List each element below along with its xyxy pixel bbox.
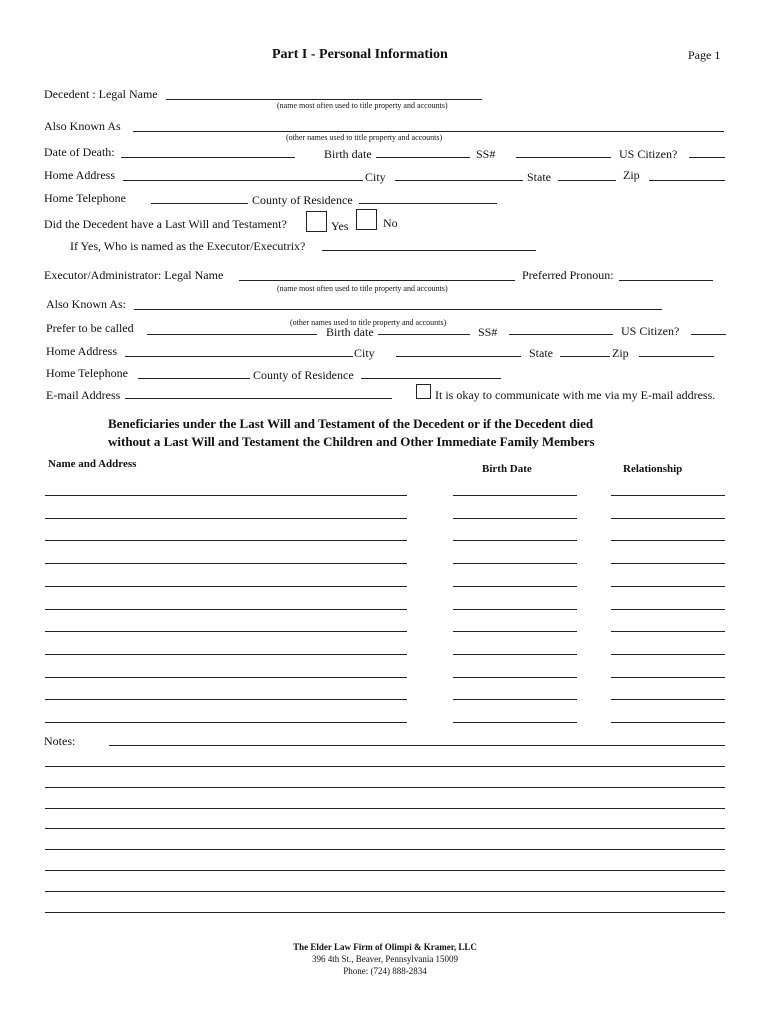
beneficiary-birth-date-field[interactable] [453,609,577,610]
decedent-legal-name-label: Decedent : Legal Name [44,87,158,101]
notes-line[interactable] [45,891,725,892]
beneficiary-relationship-field[interactable] [611,699,725,700]
executor-home-telephone-label: Home Telephone [46,366,128,380]
decedent-city-label: City [365,170,386,184]
beneficiary-birth-date-field[interactable] [453,699,577,700]
beneficiary-relationship-field[interactable] [611,654,725,655]
executor-email-label: E-mail Address [46,388,121,402]
executor-zip-label: Zip [612,346,629,360]
decedent-home-telephone-label: Home Telephone [44,191,126,205]
page-title: Part I - Personal Information [272,47,448,62]
beneficiary-name-address-field[interactable] [45,518,407,519]
footer-phone: Phone: (724) 888-2834 [343,966,427,976]
decedent-county-label: County of Residence [252,193,353,207]
beneficiary-name-address-field[interactable] [45,495,407,496]
will-no-label: No [383,216,398,230]
executor-us-citizen-field[interactable] [691,334,726,335]
will-yes-label: Yes [331,219,349,233]
executor-ss-field[interactable] [509,334,613,335]
executor-state-label: State [529,346,553,360]
beneficiary-birth-date-field[interactable] [453,495,577,496]
executor-home-address-field[interactable] [125,356,353,357]
beneficiary-birth-date-field[interactable] [453,540,577,541]
beneficiary-birth-date-field[interactable] [453,518,577,519]
executor-aka-field[interactable] [134,309,662,310]
beneficiary-relationship-field[interactable] [611,495,725,496]
footer-address: 396 4th St., Beaver, Pennsylvania 15009 [311,954,459,964]
executor-home-telephone-field[interactable] [138,378,250,379]
beneficiary-birth-date-field[interactable] [453,677,577,678]
executor-aka-label: Also Known As: [46,297,127,311]
executor-county-label: County of Residence [253,368,354,382]
beneficiary-relationship-field[interactable] [611,677,725,678]
beneficiary-relationship-field[interactable] [611,586,725,587]
notes-line[interactable] [45,808,725,809]
decedent-city-field[interactable] [395,180,523,181]
beneficiary-birth-date-field[interactable] [453,631,577,632]
will-no-checkbox[interactable] [356,209,377,230]
decedent-home-address-label: Home Address [44,168,115,182]
executor-legal-name-field[interactable] [239,280,515,281]
notes-line[interactable] [45,870,725,871]
executor-legal-name-label: Executor/Administrator: Legal Name [44,268,224,282]
notes-line[interactable] [45,828,725,829]
beneficiary-name-address-field[interactable] [45,609,407,610]
decedent-birth-date-field[interactable] [376,157,470,158]
beneficiary-name-address-field[interactable] [45,654,407,655]
executor-prefer-label: Prefer to be called [46,321,134,335]
decedent-zip-field[interactable] [649,180,725,181]
executor-birth-date-field[interactable] [378,334,470,335]
beneficiaries-heading-line1: Beneficiaries under the Last Will and Testament of the Decedent or if the Decedent died [108,416,594,431]
beneficiary-birth-date-field[interactable] [453,722,577,723]
notes-line[interactable] [109,745,725,746]
executor-pronoun-label: Preferred Pronoun: [522,268,614,282]
decedent-will-question: Did the Decedent have a Last Will and Testament? [44,217,287,231]
notes-line[interactable] [45,787,725,788]
column-header-name: Name and Address [48,458,137,470]
decedent-home-address-field[interactable] [123,180,363,181]
beneficiary-name-address-field[interactable] [45,586,407,587]
column-header-birth-date: Birth Date [482,463,532,475]
decedent-us-citizen-field[interactable] [689,157,725,158]
decedent-date-of-death-label: Date of Death: [44,145,115,159]
beneficiary-relationship-field[interactable] [611,609,725,610]
decedent-zip-label: Zip [623,168,640,182]
decedent-birth-date-label: Birth date [324,147,372,161]
executor-birth-date-label: Birth date [326,325,374,339]
decedent-ss-field[interactable] [516,157,611,158]
notes-line[interactable] [45,849,725,850]
beneficiary-name-address-field[interactable] [45,563,407,564]
decedent-aka-label: Also Known As [44,119,121,133]
decedent-executor-field[interactable] [322,250,536,251]
beneficiary-birth-date-field[interactable] [453,586,577,587]
executor-county-field[interactable] [361,378,501,379]
decedent-home-telephone-field[interactable] [151,203,248,204]
beneficiaries-heading-line2: without a Last Will and Testament the Children and Other Immediate Family Members [108,434,595,449]
executor-ss-label: SS# [478,325,498,339]
beneficiary-name-address-field[interactable] [45,722,407,723]
notes-line[interactable] [45,912,725,913]
beneficiary-birth-date-field[interactable] [453,654,577,655]
decedent-aka-hint: (other names used to title property and accounts) [286,133,443,142]
decedent-aka-field[interactable] [133,131,724,132]
beneficiary-relationship-field[interactable] [611,631,725,632]
executor-city-label: City [354,346,375,360]
email-consent-checkbox[interactable] [416,384,431,399]
beneficiary-relationship-field[interactable] [611,563,725,564]
executor-home-address-label: Home Address [46,344,117,358]
notes-label: Notes: [44,734,76,748]
decedent-state-field[interactable] [558,180,616,181]
decedent-state-label: State [527,170,551,184]
executor-city-field[interactable] [396,356,521,357]
executor-state-field[interactable] [560,356,610,357]
beneficiary-relationship-field[interactable] [611,540,725,541]
beneficiary-name-address-field[interactable] [45,677,407,678]
will-yes-checkbox[interactable] [306,211,327,232]
email-consent-label: It is okay to communicate with me via my E-mail address. [435,388,716,402]
executor-us-citizen-label: US Citizen? [621,324,680,338]
footer-firm-name: The Elder Law Firm of Olimpi & Kramer, LLC [293,942,477,952]
decedent-legal-name-hint: (name most often used to title property and accounts) [277,101,448,110]
beneficiary-birth-date-field[interactable] [453,563,577,564]
decedent-legal-name-field[interactable] [166,99,482,100]
decedent-us-citizen-label: US Citizen? [619,147,678,161]
executor-zip-field[interactable] [639,356,714,357]
executor-pronoun-field[interactable] [619,280,713,281]
decedent-county-field[interactable] [359,203,497,204]
decedent-executor-question: If Yes, Who is named as the Executor/Executrix? [70,239,306,253]
beneficiary-relationship-field[interactable] [611,518,725,519]
decedent-date-of-death-field[interactable] [121,157,295,158]
executor-legal-name-hint: (name most often used to title property and accounts) [277,284,448,293]
beneficiary-name-address-field[interactable] [45,540,407,541]
beneficiary-relationship-field[interactable] [611,722,725,723]
beneficiary-name-address-field[interactable] [45,631,407,632]
column-header-relationship: Relationship [623,463,683,475]
executor-prefer-field[interactable] [147,334,317,335]
decedent-ss-label: SS# [476,147,496,161]
executor-aka-hint: (other names used to title property and accounts) [290,318,447,327]
beneficiary-name-address-field[interactable] [45,699,407,700]
executor-email-field[interactable] [125,398,392,399]
page-number: Page 1 [688,48,721,62]
notes-line[interactable] [45,766,725,767]
